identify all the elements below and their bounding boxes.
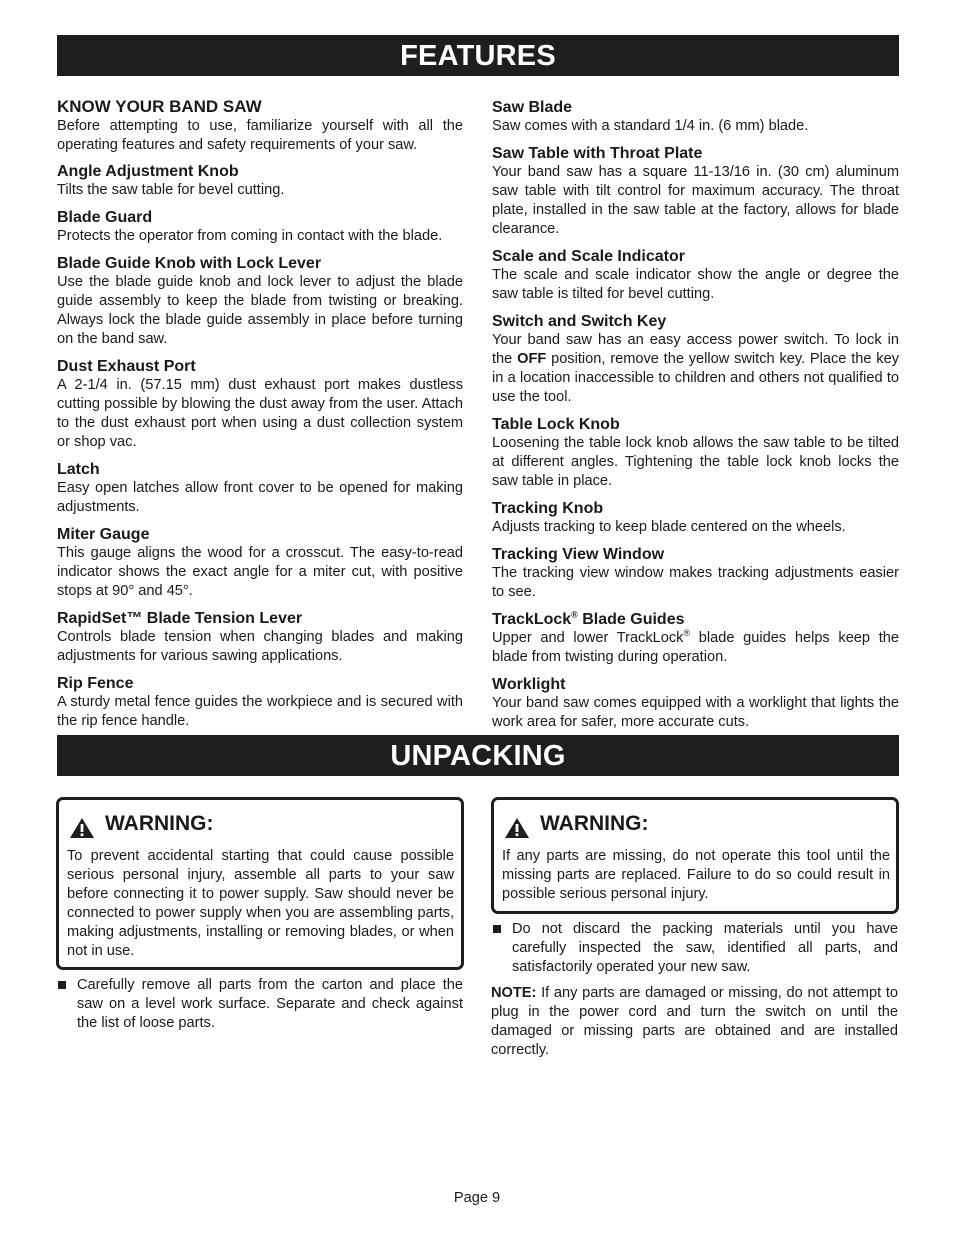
feature-text: Easy open latches allow front cover to be opened for making adjustments. bbox=[57, 480, 463, 515]
warning-text: If any parts are missing, do not operate this tool until the missing parts are replaced. Failure to do so could result in possible serious personal injury. bbox=[502, 848, 890, 902]
bullet-square bbox=[58, 981, 66, 989]
intro-heading: KNOW YOUR BAND SAW bbox=[57, 97, 262, 116]
intro-text: Before attempting to use, familiarize yourself with all the operating features and safety requirements of your saw. bbox=[57, 118, 463, 153]
warning-triangle-icon bbox=[69, 817, 95, 839]
page-number: Page 9 bbox=[453, 1190, 501, 1206]
feature-text: Your band saw comes equipped with a worklight that lights the work area for safer, more accurate cuts. bbox=[492, 695, 899, 730]
bullet-square bbox=[493, 925, 501, 933]
registered-mark: ® bbox=[571, 609, 578, 620]
feature-blade-guard bbox=[57, 208, 463, 246]
feature-heading: RapidSet™ Blade Tension Lever bbox=[57, 610, 303, 627]
feature-blade-guide-knob bbox=[57, 254, 463, 349]
feature-text: This gauge aligns the wood for a crosscut. The easy-to-read indicator shows the exact angle for a miter cut, with positive stops at 90° and 45°. bbox=[57, 545, 463, 599]
text-part: blade guides helps keep the blade from twisting during operation. bbox=[492, 630, 899, 665]
feature-text: Protects the operator from coming in contact with the blade. bbox=[57, 228, 443, 244]
feature-saw-table bbox=[492, 144, 899, 239]
warning-title: WARNING: bbox=[540, 812, 649, 835]
feature-scale-indicator bbox=[492, 247, 899, 304]
feature-dust-exhaust-port bbox=[57, 357, 463, 452]
feature-heading: Switch and Switch Key bbox=[492, 313, 667, 330]
feature-text: Tilts the saw table for bevel cutting. bbox=[57, 182, 285, 198]
feature-heading: Saw Table with Throat Plate bbox=[492, 145, 703, 162]
text-part: Blade Guides bbox=[577, 611, 685, 628]
feature-text: Use the blade guide knob and lock lever to adjust the blade guide assembly to keep the blade from twisting or breaking. Always lock the blade guide assembly in place before turning on the band saw. bbox=[57, 274, 463, 347]
feature-text: Your band saw has a square 11-13/16 in. (30 cm) aluminum saw table with tilt control for maximum accuracy. The throat plate, installed in the saw table at the factory, allows for blade clearance. bbox=[492, 164, 899, 237]
feature-miter-gauge bbox=[57, 525, 463, 601]
features-left-column bbox=[57, 97, 463, 739]
feature-heading: Blade Guard bbox=[57, 209, 153, 226]
feature-heading: Table Lock Knob bbox=[492, 416, 620, 433]
feature-heading: Worklight bbox=[492, 676, 566, 693]
feature-rip-fence bbox=[57, 674, 463, 731]
registered-mark: ® bbox=[683, 628, 691, 639]
feature-rapidset-blade-tension-lever bbox=[57, 609, 463, 666]
feature-text: Controls blade tension when changing blades and making adjustments for various sawing applications. bbox=[57, 629, 463, 664]
feature-heading: Rip Fence bbox=[57, 675, 134, 692]
unpacking-title: UNPACKING bbox=[390, 740, 566, 772]
feature-text: Saw comes with a standard 1/4 in. (6 mm) blade. bbox=[492, 118, 809, 134]
feature-text bbox=[492, 331, 899, 407]
feature-tracking-view-window bbox=[492, 545, 899, 602]
know-your-band-saw bbox=[57, 97, 463, 155]
features-title-bar bbox=[57, 35, 899, 76]
feature-heading: Miter Gauge bbox=[57, 526, 150, 543]
feature-heading: Scale and Scale Indicator bbox=[492, 248, 685, 265]
warning-triangle-icon bbox=[504, 817, 530, 839]
feature-heading: Angle Adjustment Knob bbox=[57, 163, 239, 180]
features-right-column bbox=[492, 98, 899, 740]
feature-worklight bbox=[492, 675, 899, 732]
warning-box-left bbox=[56, 797, 464, 970]
text-part: TrackLock bbox=[492, 611, 572, 628]
note-text: If any parts are damaged or missing, do not attempt to plug in the power cord and turn the switch on until the damaged or missing parts are obtained and are installed correctly. bbox=[491, 985, 898, 1058]
feature-heading bbox=[492, 610, 899, 629]
feature-heading: Saw Blade bbox=[492, 99, 573, 116]
feature-text: The scale and scale indicator show the angle or degree the saw table is tilted for bevel cutting. bbox=[492, 267, 899, 302]
feature-switch-and-key bbox=[492, 312, 899, 407]
feature-tracking-knob bbox=[492, 499, 899, 537]
feature-heading: Dust Exhaust Port bbox=[57, 358, 196, 375]
feature-angle-adjustment-knob bbox=[57, 162, 463, 200]
note-paragraph bbox=[491, 984, 898, 1060]
unpacking-title-bar bbox=[57, 735, 899, 776]
feature-saw-blade bbox=[492, 98, 899, 136]
feature-heading: Latch bbox=[57, 461, 100, 478]
warning-text: To prevent accidental starting that could cause possible serious personal injury, assemble all parts to your saw before connecting it to power supply. Saw should never be connected to power supply when you are assembling parts, making adjustments, installing or removing blades, or when not in use. bbox=[67, 848, 454, 959]
feature-heading: Tracking View Window bbox=[492, 546, 665, 563]
feature-latch bbox=[57, 460, 463, 517]
off-label: OFF bbox=[517, 351, 547, 367]
warning-box-right bbox=[491, 797, 899, 914]
warning-title: WARNING: bbox=[105, 812, 214, 835]
feature-text: A sturdy metal fence guides the workpiece and is secured with the rip fence handle. bbox=[57, 694, 463, 729]
bullet-left: Carefully remove all parts from the carton and place the saw on a level work surface. Separate and check against the list of loose parts. bbox=[77, 977, 463, 1031]
feature-heading: Tracking Knob bbox=[492, 500, 604, 517]
feature-text bbox=[492, 629, 899, 667]
text-part: Your band saw has an easy access power switch. To lock in the bbox=[492, 332, 899, 367]
bullet-right: Do not discard the packing materials until you have carefully inspected the saw, identified all parts, and satisfactorily operated your new saw. bbox=[512, 921, 898, 975]
features-title: FEATURES bbox=[400, 40, 556, 72]
feature-heading: Blade Guide Knob with Lock Lever bbox=[57, 255, 322, 272]
feature-text: Loosening the table lock knob allows the saw table to be tilted at different angles. Tightening the table lock knob locks the saw table in place. bbox=[492, 435, 899, 489]
note-label: NOTE: bbox=[491, 985, 537, 1001]
feature-text: The tracking view window makes tracking adjustments easier to see. bbox=[492, 565, 899, 600]
feature-table-lock-knob bbox=[492, 415, 899, 491]
text-part: Upper and lower TrackLock bbox=[492, 630, 684, 646]
feature-text: A 2-1/4 in. (57.15 mm) dust exhaust port makes dustless cutting possible by blowing the dust away from the user. Attach to the dust exhaust port when using a dust collection system or shop vac. bbox=[57, 377, 463, 450]
feature-text: Adjusts tracking to keep blade centered on the wheels. bbox=[492, 519, 846, 535]
feature-tracklock-blade-guides bbox=[492, 610, 899, 667]
text-part: position, remove the yellow switch key. Place the key in a location inaccessible to children and others not qualified to use the tool. bbox=[492, 351, 899, 405]
